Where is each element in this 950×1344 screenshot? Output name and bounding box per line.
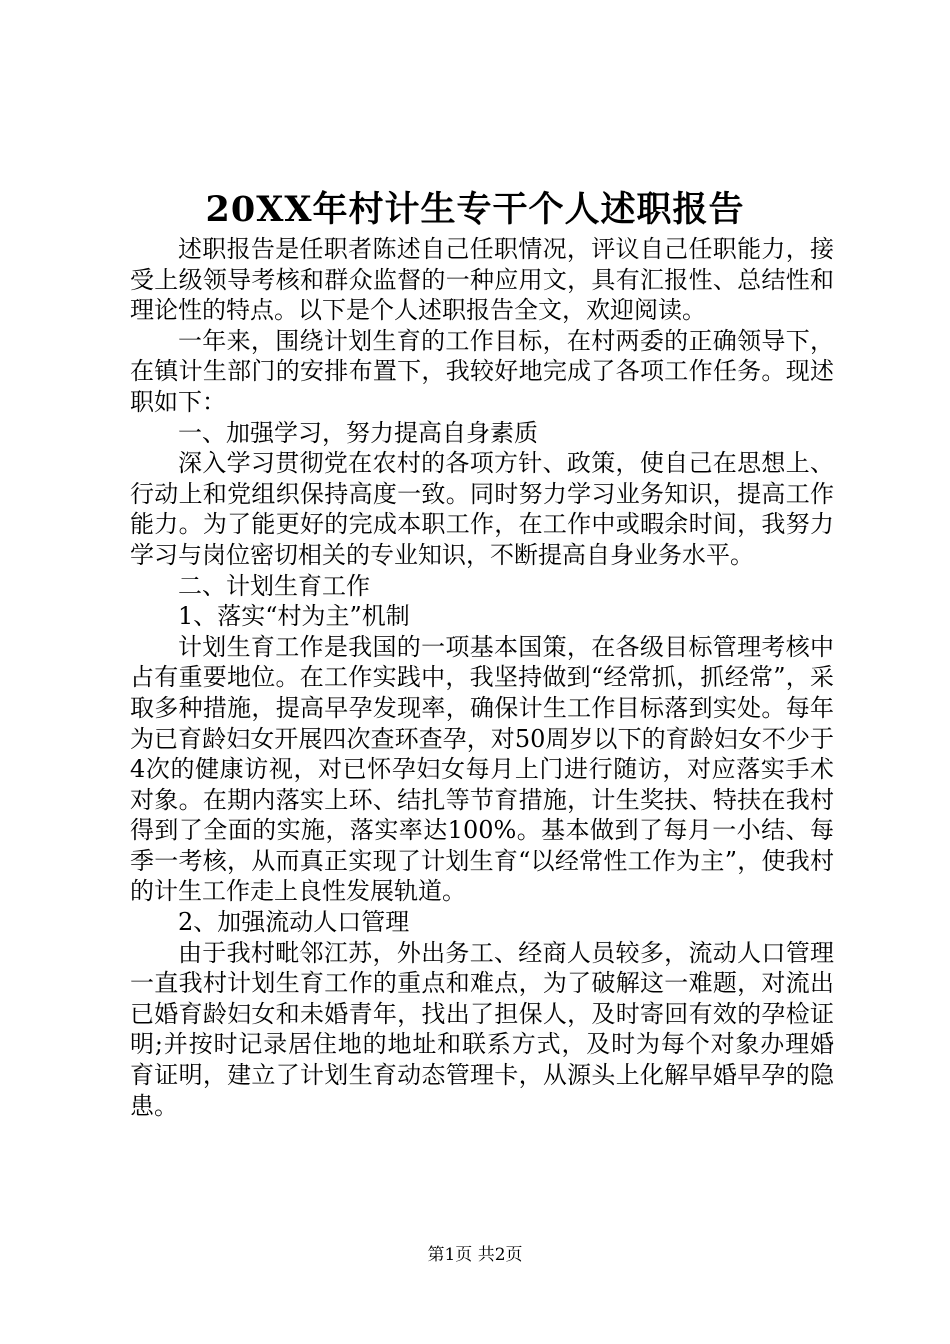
paragraph-family-planning: 计划生育工作是我国的一项基本国策，在各级目标管理考核中占有重要地位。在工作实践中，我坚持做到“经常抓，抓经常”，采取多种措施，提高早孕发现率，确保计生工作目标落到实处。每年为已育龄妇女开展四次查环查孕，对50周岁以下的育龄妇女不少于4次的健康访视，对已怀孕妇女每月上门进行随访，对应落实手术对象。在期内落实上环、结扎等节育措施，计生奖扶、特扶在我村得到了全面的实施，落实率达100%。基本做到了每月一小结、每季一考核，从而真正实现了计划生育“以经常性工作为主”，使我村的计生工作走上良性发展轨道。 xyxy=(130,632,834,906)
paragraph-study: 深入学习贯彻党在农村的各项方针、政策，使自己在思想上、行动上和党组织保持高度一致。同时努力学习业务知识，提高工作能力。为了能更好的完成本职工作，在工作中或暇余时间，我努力学习与岗位密切相关的专业知识，不断提高自身业务水平。 xyxy=(130,449,834,569)
document-body xyxy=(130,234,834,1121)
page-number: 第1页 共2页 xyxy=(427,1245,523,1265)
paragraph-floating-population: 由于我村毗邻江苏，外出务工、经商人员较多，流动人口管理一直我村计划生育工作的重点和难点，为了破解这一难题，对流出已婚育龄妇女和未婚青年，找出了担保人，及时寄回有效的孕检证明;并按时记录居住地的地址和联系方式，及时为每个对象办理婚育证明，建立了计划生育动态管理卡，从源头上化解早婚早孕的隐患。 xyxy=(130,938,834,1120)
section-heading-2: 二、计划生育工作 xyxy=(178,571,370,600)
subsection-heading-2: 2、加强流动人口管理 xyxy=(178,908,410,937)
paragraph-overview: 一年来，围绕计划生育的工作目标，在村两委的正确领导下，在镇计生部门的安排布置下，我较好地完成了各项工作任务。现述职如下： xyxy=(130,326,834,416)
document-title: 20XX年村计生专干个人述职报告 xyxy=(205,189,745,230)
paragraph-intro: 述职报告是任职者陈述自己任职情况，评议自己任职能力，接受上级领导考核和群众监督的一种应用文，具有汇报性、总结性和理论性的特点。以下是个人述职报告全文，欢迎阅读。 xyxy=(130,235,834,325)
subsection-heading-1: 1、落实“村为主”机制 xyxy=(178,602,410,631)
section-heading-1: 一、加强学习，努力提高自身素质 xyxy=(178,418,538,447)
